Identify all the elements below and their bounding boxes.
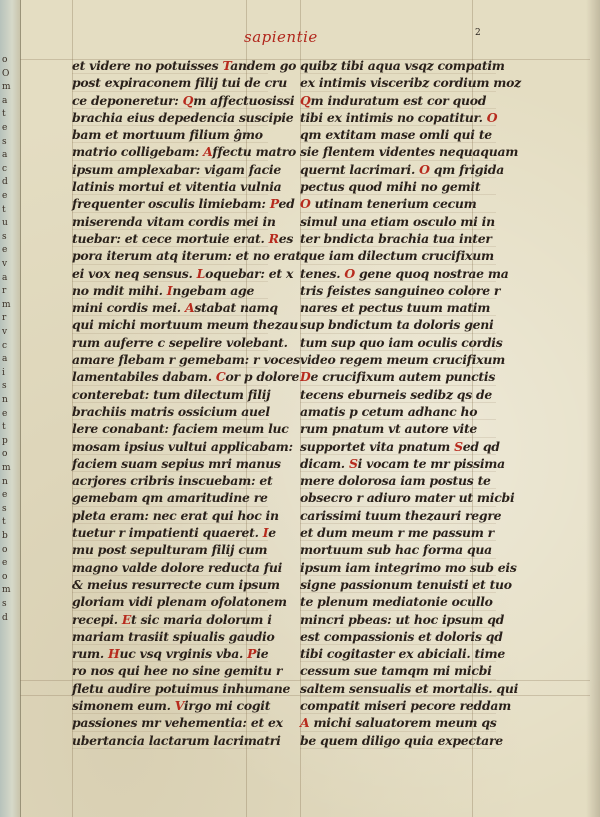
text-line bbox=[300, 126, 496, 143]
rubricated-initial: E bbox=[121, 611, 132, 627]
line-text: brachiis matris ossicium auel bbox=[72, 403, 270, 419]
text-line bbox=[72, 368, 300, 385]
text-line bbox=[72, 247, 301, 264]
line-text: latinis mortui et vitentia vulnia bbox=[72, 179, 282, 195]
text-line bbox=[72, 161, 281, 178]
text-line bbox=[300, 316, 496, 333]
rubricated-initial: S bbox=[454, 438, 463, 454]
line-text: or p dolore bbox=[225, 369, 300, 385]
margin-fragment: m bbox=[2, 299, 11, 310]
text-line bbox=[72, 195, 295, 212]
text-line bbox=[72, 57, 297, 74]
text-line bbox=[300, 524, 496, 541]
text-column-right bbox=[300, 57, 521, 749]
margin-fragment: e bbox=[2, 245, 8, 256]
line-text: et dum meum r me passum r bbox=[300, 525, 494, 541]
text-line bbox=[300, 161, 504, 178]
text-line bbox=[300, 92, 496, 109]
text-line bbox=[72, 178, 282, 195]
line-text: & meius resurrecte cum ipsum bbox=[72, 576, 280, 592]
text-line bbox=[300, 680, 519, 697]
text-line bbox=[72, 472, 273, 489]
line-text: saltem sensualis et mortalis. qui bbox=[300, 680, 519, 696]
margin-fragment: n bbox=[2, 476, 8, 487]
margin-fragment: u bbox=[2, 218, 8, 229]
line-text: quernt lacrimari. bbox=[300, 161, 420, 177]
text-line bbox=[300, 57, 505, 74]
line-text: video regem meum crucifixum bbox=[300, 352, 505, 368]
line-text: ro nos qui hee no sine gemitu r bbox=[72, 663, 283, 679]
line-text: ubertancia lactarum lacrimatri bbox=[72, 732, 281, 748]
rubricated-initial: O bbox=[300, 196, 311, 212]
line-text: ex intimis visceribz cordium moz bbox=[300, 75, 521, 91]
line-text: be quem diligo quia expectare bbox=[300, 732, 503, 748]
line-text: no mdit mihi. bbox=[72, 282, 167, 298]
text-line bbox=[72, 334, 288, 351]
line-text: passiones mr vehementia: et ex bbox=[72, 715, 283, 731]
line-text: rum pnatum vt autore vite bbox=[300, 421, 478, 437]
text-line bbox=[72, 662, 283, 679]
margin-fragment: s bbox=[2, 231, 7, 242]
line-text: lere conabant: faciem meum luc bbox=[72, 421, 289, 437]
line-text: oquebar: et x bbox=[205, 265, 294, 281]
margin-fragment: t bbox=[2, 109, 6, 120]
text-line bbox=[300, 611, 505, 628]
margin-fragment: a bbox=[2, 95, 8, 106]
line-text: m induratum est cor quod bbox=[310, 92, 487, 108]
margin-fragment: o bbox=[2, 544, 8, 555]
text-line bbox=[300, 714, 496, 731]
text-line bbox=[300, 282, 501, 299]
line-text: m affectuosissi bbox=[193, 92, 295, 108]
line-text: quibz tibi aqua vsqz compatim bbox=[300, 58, 505, 73]
line-text: pleta eram: nec erat qui hoc in bbox=[72, 507, 279, 523]
line-text: post expiraconem filij tui de cru bbox=[72, 75, 287, 91]
text-line bbox=[72, 645, 268, 662]
text-line bbox=[300, 472, 496, 489]
line-text: est compassionis et doloris qd bbox=[300, 628, 503, 644]
line-text: mariam trasiit spiualis gaudio bbox=[72, 628, 275, 644]
line-text: ie bbox=[256, 646, 269, 662]
text-line bbox=[72, 680, 291, 697]
text-line bbox=[72, 316, 299, 333]
line-text: ngebam age bbox=[172, 282, 255, 298]
margin-fragment: p bbox=[2, 435, 8, 446]
text-line bbox=[72, 143, 297, 160]
text-line bbox=[72, 126, 268, 143]
text-line bbox=[72, 697, 271, 714]
line-text: brachia eius depedencia suscipie bbox=[72, 109, 294, 125]
rubricated-initial: O bbox=[486, 109, 498, 125]
line-text: ipsum iam integrimo mo sub eis bbox=[300, 559, 517, 575]
text-line bbox=[72, 576, 280, 593]
text-line bbox=[72, 74, 287, 91]
folio-mark: 2 bbox=[475, 28, 481, 38]
line-text: fletu audire potuimus inhumane bbox=[72, 680, 291, 696]
text-line bbox=[72, 109, 294, 126]
margin-fragment: c bbox=[2, 340, 8, 351]
line-text: dicam. bbox=[300, 455, 349, 471]
line-text: lamentabiles dabam. bbox=[72, 369, 216, 385]
margin-fragment: n bbox=[2, 395, 8, 405]
text-line bbox=[300, 559, 517, 576]
text-line bbox=[72, 455, 281, 472]
line-text: acrjores cribris inscuebam: et bbox=[72, 473, 273, 489]
text-line bbox=[300, 386, 496, 403]
line-text: supportet vita pnatum bbox=[300, 438, 455, 454]
line-text: gene quoq nostrae ma bbox=[354, 265, 509, 281]
text-line bbox=[72, 593, 287, 610]
line-text: tibi cogitaster ex abiciali. time bbox=[300, 646, 505, 662]
text-line bbox=[72, 351, 300, 368]
rubricated-initial: V bbox=[174, 697, 184, 713]
text-line bbox=[72, 438, 293, 455]
text-line bbox=[300, 697, 512, 714]
line-text: sup bndictum ta doloris geni bbox=[300, 317, 494, 333]
line-text: nares et pectus tuum matim bbox=[300, 300, 491, 316]
line-text: carissimi tuum thezauri regre bbox=[300, 507, 502, 523]
text-line bbox=[72, 611, 272, 628]
line-text: ipsum amplexabar: vigam facie bbox=[72, 161, 281, 177]
line-text: rum auferre c sepelire volebant. bbox=[72, 334, 288, 350]
text-line bbox=[72, 732, 281, 749]
text-line bbox=[300, 247, 496, 264]
line-text: matrio colligebam: bbox=[72, 144, 204, 160]
line-text: conterebat: tum dilectum filij bbox=[72, 386, 271, 402]
rubricated-initial: R bbox=[268, 230, 279, 246]
line-text: bam et mortuum filium ĝmo bbox=[72, 127, 263, 143]
margin-fragment: s bbox=[2, 136, 7, 147]
line-text: mere dolorosa iam postus te bbox=[300, 473, 491, 489]
previous-page-edge bbox=[0, 0, 21, 817]
margin-fragment: t bbox=[2, 204, 6, 215]
margin-fragment: a bbox=[2, 354, 8, 365]
line-text: que iam dilectum crucifixum bbox=[300, 248, 494, 264]
line-text: tum sup quo iam oculis cordis bbox=[300, 334, 503, 350]
line-text: michi saluatorem meum qs bbox=[309, 715, 497, 731]
line-text: pora iterum atq iterum: et no erat bbox=[72, 248, 301, 264]
text-line bbox=[300, 195, 496, 212]
line-text: mini cordis mei. bbox=[72, 300, 185, 316]
line-text: ter bndicta brachia tua inter bbox=[300, 230, 492, 246]
margin-fragment: i bbox=[2, 367, 5, 378]
text-line bbox=[300, 299, 496, 316]
line-text: sie flentem videntes nequaquam bbox=[300, 144, 519, 160]
line-text: rum. bbox=[72, 646, 109, 662]
line-text: mu post sepulturam filij cum bbox=[72, 542, 268, 558]
line-text: miserenda vitam cordis mei in bbox=[72, 213, 276, 229]
text-line bbox=[72, 230, 294, 247]
line-text: signe passionum tenuisti et tuo bbox=[300, 576, 512, 592]
margin-fragment: c bbox=[2, 163, 8, 174]
line-text: gloriam vidi plenam ofolatonem bbox=[72, 594, 287, 610]
margin-fragment: e bbox=[2, 191, 8, 201]
text-line bbox=[300, 213, 496, 230]
margin-fragment: e bbox=[2, 490, 8, 501]
margin-fragment: o bbox=[2, 449, 8, 460]
line-text: uc vsq vrginis vba. bbox=[119, 646, 248, 662]
text-line bbox=[300, 230, 496, 247]
margin-fragment: v bbox=[2, 327, 8, 337]
margin-fragment: s bbox=[2, 503, 7, 514]
rubricated-initial: C bbox=[215, 369, 226, 385]
text-line bbox=[300, 489, 515, 506]
rubricated-initial: Q bbox=[300, 92, 311, 108]
line-text: qm frigida bbox=[429, 161, 504, 177]
rubricated-initial: L bbox=[196, 265, 206, 281]
text-line bbox=[300, 541, 496, 558]
rubricated-initial: I bbox=[166, 282, 173, 298]
text-line bbox=[72, 299, 278, 316]
text-line bbox=[300, 351, 505, 368]
rubricated-initial: O bbox=[344, 265, 355, 281]
line-text: tenes. bbox=[300, 265, 345, 281]
text-line bbox=[300, 178, 496, 195]
text-line bbox=[72, 714, 283, 731]
line-text: obsecro r adiuro mater ut micbi bbox=[300, 490, 515, 506]
rubricated-initial: P bbox=[269, 196, 279, 212]
line-text: faciem suam sepius mri manus bbox=[72, 455, 281, 471]
line-text: qui michi mortuum meum thezau bbox=[72, 317, 299, 333]
text-line bbox=[72, 386, 271, 403]
text-line bbox=[72, 628, 275, 645]
line-text: recepi. bbox=[72, 611, 122, 627]
margin-fragment: r bbox=[2, 313, 7, 324]
margin-fragment: t bbox=[2, 422, 6, 433]
margin-fragment: o bbox=[2, 55, 8, 65]
margin-fragment: v bbox=[2, 259, 8, 269]
text-line bbox=[300, 334, 503, 351]
line-text: ce deponeretur: bbox=[72, 92, 183, 108]
line-text: andem go bbox=[230, 58, 297, 73]
line-text: te plenum mediatonie ocullo bbox=[300, 594, 493, 610]
text-line bbox=[72, 213, 276, 230]
margin-fragment: e bbox=[2, 123, 8, 133]
margin-fragment: O bbox=[2, 68, 10, 79]
text-line bbox=[300, 143, 519, 160]
line-text: simonem eum. bbox=[72, 697, 175, 713]
line-text: amatis p cetum adhanc ho bbox=[300, 403, 478, 419]
line-text: magno valde dolore reducta fui bbox=[72, 559, 283, 575]
line-text: stabat namq bbox=[194, 300, 278, 316]
text-line bbox=[72, 489, 268, 506]
text-line bbox=[72, 524, 276, 541]
line-text: frequenter osculis limiebam: bbox=[72, 196, 270, 212]
margin-fragment: s bbox=[2, 381, 7, 392]
margin-fragment: a bbox=[2, 272, 8, 283]
line-text: tris feistes sanguineo colore r bbox=[300, 282, 501, 298]
margin-fragment: m bbox=[2, 82, 11, 93]
margin-fragment: t bbox=[2, 517, 6, 528]
rubricated-initial: D bbox=[300, 369, 311, 385]
text-line bbox=[300, 662, 496, 679]
line-text: mincri pbeas: ut hoc ipsum qd bbox=[300, 611, 505, 627]
text-line bbox=[300, 593, 496, 610]
rubricated-initial: A bbox=[184, 300, 195, 316]
text-column-left bbox=[72, 57, 301, 749]
line-text: tecens eburneis sedibz qs de bbox=[300, 386, 493, 402]
margin-fragment: r bbox=[2, 286, 7, 297]
line-text: i vocam te mr pissima bbox=[357, 455, 505, 471]
line-text: qm extitam mase omli qui te bbox=[300, 127, 492, 143]
line-text: tuetur r impatienti quaeret. bbox=[72, 525, 263, 541]
line-text: gemebam qm amaritudine re bbox=[72, 490, 268, 506]
rubricated-initial: A bbox=[203, 144, 213, 160]
text-line bbox=[72, 265, 294, 282]
text-line bbox=[300, 455, 505, 472]
line-text: compatit miseri pecore reddam bbox=[300, 697, 512, 713]
rubricated-initial: I bbox=[262, 525, 269, 541]
rubricated-initial: Q bbox=[182, 92, 194, 108]
running-head: sapientie bbox=[244, 28, 318, 46]
text-line bbox=[300, 576, 512, 593]
margin-fragment: o bbox=[2, 571, 8, 582]
text-line bbox=[72, 403, 268, 420]
text-line bbox=[300, 438, 500, 455]
text-line bbox=[300, 507, 502, 524]
line-text: tuebar: et cece mortuie erat. bbox=[72, 230, 269, 246]
margin-fragment: d bbox=[2, 612, 8, 623]
line-text: ed bbox=[278, 196, 295, 212]
margin-fragment: e bbox=[2, 408, 8, 419]
rubricated-initial: H bbox=[108, 646, 120, 662]
line-text: amare flebam r gemebam: r voces bbox=[72, 352, 300, 368]
text-line bbox=[72, 507, 279, 524]
text-line bbox=[300, 628, 503, 645]
text-line bbox=[72, 559, 283, 576]
line-text: mortuum sub hac forma qua bbox=[300, 542, 492, 558]
margin-fragment: a bbox=[2, 150, 8, 161]
margin-fragment: m bbox=[2, 585, 11, 596]
line-text: utinam tenerium cecum bbox=[310, 196, 477, 212]
text-line bbox=[72, 541, 268, 558]
page-shadow bbox=[586, 0, 600, 817]
line-text: tibi ex intimis no copatitur. bbox=[300, 109, 487, 125]
line-text: ed qd bbox=[462, 438, 500, 454]
text-line bbox=[300, 645, 505, 662]
line-text: et videre no potuisses bbox=[72, 58, 223, 73]
line-text: pectus quod mihi no gemit bbox=[300, 179, 481, 195]
line-text: ffectu matro bbox=[212, 144, 297, 160]
margin-fragment: d bbox=[2, 177, 8, 188]
margin-fragment: m bbox=[2, 463, 11, 473]
line-text: cessum sue tamqm mi micbi bbox=[300, 663, 492, 679]
line-text: ei vox neq sensus. bbox=[72, 265, 197, 281]
text-line bbox=[300, 732, 503, 749]
margin-fragment: s bbox=[2, 599, 7, 609]
rubricated-initial: P bbox=[247, 646, 257, 662]
text-line bbox=[300, 368, 496, 385]
rubricated-initial: S bbox=[348, 455, 358, 471]
text-line bbox=[72, 420, 289, 437]
text-line bbox=[300, 74, 521, 91]
margin-fragment: e bbox=[2, 558, 8, 569]
line-text: es bbox=[278, 230, 294, 246]
line-text: mosam ipsius vultui applicabam: bbox=[72, 438, 293, 454]
line-text: irgo mi cogit bbox=[183, 697, 271, 713]
margin-fragment: b bbox=[2, 531, 8, 541]
line-text: simul una etiam osculo mi in bbox=[300, 213, 495, 229]
line-text: e bbox=[268, 525, 276, 541]
text-line bbox=[72, 282, 268, 299]
text-line bbox=[300, 109, 496, 126]
rubricated-initial: T bbox=[222, 58, 231, 73]
text-line bbox=[300, 265, 509, 282]
text-line bbox=[300, 420, 496, 437]
line-text: t sic maria dolorum i bbox=[131, 611, 272, 627]
text-line bbox=[300, 403, 496, 420]
rubricated-initial: O bbox=[419, 161, 430, 177]
rubricated-initial: A bbox=[300, 715, 310, 731]
line-text: e crucifixum autem punctis bbox=[310, 369, 496, 385]
text-line bbox=[72, 92, 295, 109]
